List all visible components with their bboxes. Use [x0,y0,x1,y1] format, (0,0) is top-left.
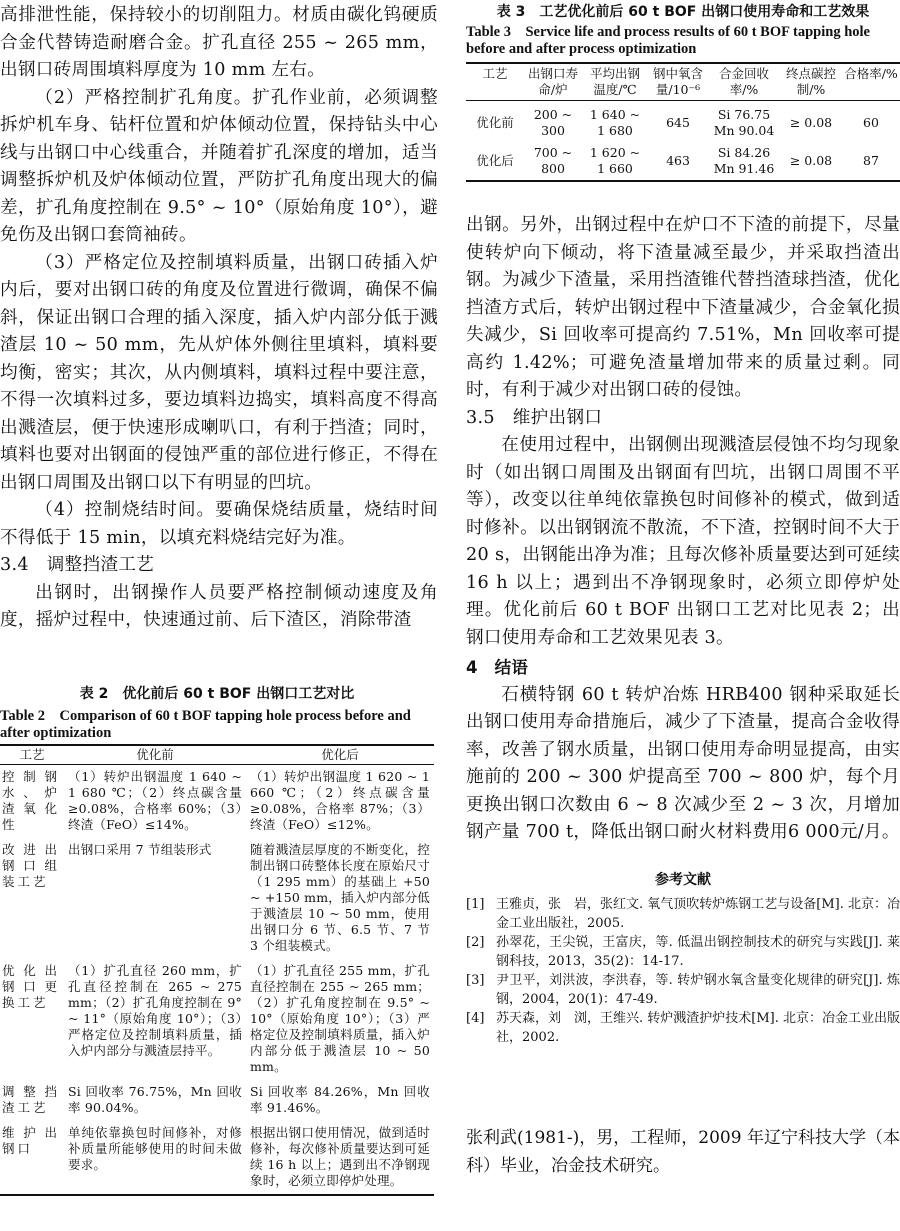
paragraph: 高排泄性能，保持较小的切削阻力。材质由碳化钨硬质合金代替铸造耐磨合金。扩孔直径 255 ~ 265 mm，出钢口砖周围填料厚度为 10 mm 左右。 [0,5,438,80]
table2-block [0,684,434,1196]
table3-cell: 60 [863,115,879,130]
ref-text: 尹卫平，刘洪波，李洪春，等. 转炉钢水氧含量变化规律的研究[J]. 炼钢，2004，20(1)：47-49. [496,972,900,1007]
recovery-mn: Mn 90.04 [713,123,775,138]
table3-header: 终点碳控制/% [780,63,842,101]
table3-header: 钢中氧含量/10⁻⁶ [648,63,708,101]
table3-header: 出钢口寿命/炉 [524,63,582,101]
table2-cell: （1）扩孔直径 260 mm，扩孔直径控制在 265 ~ 275 mm；（2）扩孔角度控制在 9° ~ 11°（原始角度 10°）；（3）严格定位及控制填料质量，插入炉内部分与溅渣层持平。 [68,963,242,1058]
section-heading-3-4: 3.4 调整挡渣工艺 [0,555,155,575]
table3-caption-en: Table 3 Service life and process results of 60 t BOF tapping hole before and after process optimization [466,24,870,57]
table3-cell: ≥ 0.08 [789,115,833,130]
ref-number: [4] [466,1010,485,1026]
paragraph: 出钢。另外，出钢过程中在炉口不下渣的前提下，尽量使转炉向下倾动，将下渣量减至最少，并采取挡渣出钢。为减少下渣量，采用挡渣锥代替挡渣球挡渣，优化挡渣方式后，转炉出钢过程中下渣量减少，合金氧化损失减少，Si 回收率可提高约 7.51%，Mn 回收率可提高约 1.42%；可避免渣量增加带来的质量过剩。同时，有利于减少对出钢口砖的侵蚀。 [466,215,900,400]
table2-cell: 单纯依靠换包时间修补，对修补质量所能够使用的时间未做要求。 [68,1125,242,1172]
table3-header: 平均出钢温度/℃ [582,63,648,101]
table3-cell: 1 640 ~ 1 680 [589,107,641,138]
ref-text: 苏天森，刘 浏，王维兴. 转炉溅渣护炉技术[M]. 北京：冶金工业出版社，2002. [496,1010,900,1045]
paragraph: 石横特钢 60 t 转炉冶炼 HRB400 钢种采取延长出钢口使用寿命措施后，减少了下渣量，提高合金收得率，改善了钢水质量，出钢口使用寿命明显提高，由实施前的 200 ~ 300 炉提高至 700 ~ 800 炉，每个月更换出钢口次数由 6 ~ 8 次减少至 2 ~ 3 次，月增加钢产量 700 t，降低出钢口耐火材料费用6 000元/月。 [466,684,900,842]
table2-cell: （1）转炉出钢温度 1 640 ~ 1 680 ℃；（2）终点碳含量≥0.08%，合格率 60%；（3）终渣（FeO）≤14%。 [68,769,242,832]
ref-text: 孙翠花，王尖锐，王富庆，等. 低温出钢控制技术的研究与实践[J]. 莱钢科技，2013，35(2)：14-17. [496,934,900,969]
table2-cell: 优化出钢口更换工艺 [2,963,60,1010]
table2-cell: （1）转炉出钢温度 1 620 ~ 1 660 ℃；（2）终点碳含量≥0.08%，合格率 87%；（3）终渣（FeO）≤12%。 [250,769,430,832]
table3-cell: 700 ~ 800 [533,145,573,176]
list-item [466,933,900,971]
paragraph: 出钢时，出钢操作人员要严格控制倾动速度及角度，摇炉过程中，快速通过前、后下渣区，消除带渣 [0,582,438,630]
table2-caption-en: Table 2 Comparison of 60 t BOF tapping hole process before and after optimization [0,708,411,741]
table3-header: 合金回收率/% [708,63,780,101]
table2-cell: 控制钢水、炉渣氧化性 [2,769,60,832]
table2-cell: 调整挡渣工艺 [2,1084,60,1115]
table2-cell: 出钢口采用 7 节组装形式 [68,842,212,857]
table2-caption-cn: 表 2 优化前后 60 t BOF 出钢口工艺对比 [79,686,355,702]
left-column [0,0,438,1188]
author-bio: 张利武(1981-)，男，工程师，2009 年辽宁科技大学（本科）毕业，冶金技术研究。 [466,1128,900,1176]
table3-cell: 1 620 ~ 1 660 [589,145,641,176]
ref-number: [2] [466,934,485,950]
table3-header: 工艺 [466,63,524,101]
table3-cell [708,142,780,181]
table2-cell: （1）扩孔直径 255 mm，扩孔直径控制在 255 ~ 265 mm；（2）扩孔角度控制在 9.5° ~ 10°（原始角度 10°）；（3）严格定位及控制填料质量，插入炉内部分低于溅渣层 10 ~ 50 mm。 [250,963,430,1074]
table3-caption-cn: 表 3 工艺优化前后 60 t BOF 出钢口使用寿命和工艺效果 [496,4,870,20]
table3-cell: 645 [666,115,690,130]
ref-number: [1] [466,896,485,912]
section-heading-4: 4 结语 [466,658,529,677]
table3-cell: 87 [863,153,879,168]
table2-cell: Si 回收率 76.75%，Mn 回收率 90.04%。 [68,1084,242,1115]
section-heading-3-5: 3.5 维护出钢口 [466,407,603,428]
table-row [466,142,900,181]
table2-header: 优化前 [64,745,246,765]
paragraph: （4）控制烧结时间。要确保烧结质量，烧结时间不得低于 15 min，以填充料烧结完好为准。 [0,500,438,548]
table3 [466,62,900,182]
right-body-text [466,212,900,847]
recovery-mn: Mn 91.46 [713,161,775,176]
table3-cell: 优化前 [476,115,514,130]
ref-number: [3] [466,972,485,988]
table2 [0,744,434,1196]
list-item [466,1009,900,1047]
paragraph: （3）严格定位及控制填料质量，出钢口砖插入炉内后，要对出钢口砖的角度及位置进行微调，确保不偏斜，保证出钢口合理的插入深度，插入炉内部分低于溅渣层 10 ~ 50 mm，先从炉体外侧往里填料，填料要均衡，密实；其次，从内侧填料，填料过程中要注意，不得一次填料过多，要边填料边捣实，填料高度不得高出溅渣层，便于快速形成喇叭口，有利于挡渣；同时，填料也要对出钢面的侵蚀严重的部位进行修正，不得在出钢口周围及出钢口以下有明显的凹坑。 [0,252,438,493]
paragraph: （2）严格控制扩孔角度。扩孔作业前，必须调整拆炉机车身、钻杆位置和炉体倾动位置，保持钻头中心线与出钢口中心线重合，并随着扩孔深度的增加，适当调整拆炉机及炉体倾动位置，严防扩孔角度出现大的偏差，扩孔角度控制在 9.5° ~ 10°（原始角度 10°），避免伤及出钢口套筒袖砖。 [0,87,438,245]
table-row [466,101,900,143]
table-row [0,1121,434,1195]
recovery-si: Si 84.26 [717,145,771,160]
recovery-si: Si 76.75 [717,107,771,122]
table-row [0,765,434,839]
list-item [466,895,900,933]
references-title: 参考文献 [655,871,711,888]
ref-text: 王雅贞，张 岩，张红文. 氧气顶吹转炉炼钢工艺与设备[M]. 北京：冶金工业出版社，2005. [496,896,900,931]
table2-cell: 随着溅渣层厚度的不断变化，控制出钢口砖整体长度在原始尺寸（1 295 mm）的基础上 +50 ~ +150 mm，插入炉内部分低于溅渣层 10 ~ 50 mm，使用出钢口分 6 节、6.5 节、7 节 3 个组装模式。 [250,842,430,953]
table-row [0,1080,434,1121]
paragraph: 在使用过程中，出钢侧出现溅渣层侵蚀不均匀现象时（如出钢口周围及出钢面有凹坑，出钢口周围不平等），改变以往单纯依靠换包时间修补的模式，做到适时修补。以出钢钢流不散流，不下渣，控钢时间不大于 20 s，出钢能出净为准；且每次修补质量要达到可延续 16 h 以上；遇到出不净钢现象时，必须立即停炉处理。优化前后 60 t BOF 出钢口工艺对比见表 2；出钢口使用寿命和工艺效果见表 3。 [466,435,900,648]
table3-cell: 200 ~ 300 [533,107,573,138]
table3-block [466,2,900,182]
table2-cell: 改进出钢口组装工艺 [2,842,60,889]
right-column [466,0,900,1176]
list-item [466,971,900,1009]
table2-cell: 维护出钢口 [2,1125,60,1156]
table3-cell: 463 [666,153,690,168]
references [466,869,900,1047]
table3-cell: 优化后 [476,153,514,168]
table3-header: 合格率/% [842,63,900,101]
table-row [0,838,434,959]
references-list [466,895,900,1047]
table3-cell [708,101,780,143]
table-row [0,959,434,1080]
table2-header: 优化后 [246,745,434,765]
left-body-text [0,2,438,635]
table3-cell: ≥ 0.08 [789,153,833,168]
table2-header: 工艺 [0,745,64,765]
table2-cell: Si 回收率 84.26%，Mn 回收率 91.46%。 [250,1084,430,1115]
table2-cell: 根据出钢口使用情况，做到适时修补，每次修补质量要达到可延续 16 h 以上；遇到出不净钢现象时，必须立即停炉处理。 [250,1125,430,1188]
